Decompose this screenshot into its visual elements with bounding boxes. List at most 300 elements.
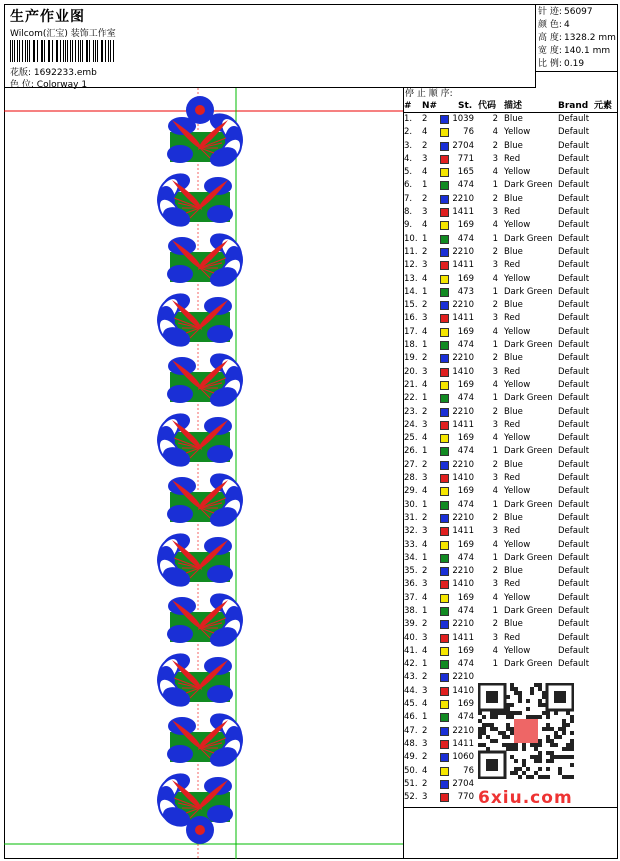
row-needle: 3 bbox=[422, 313, 428, 324]
row-stitches: 169 bbox=[457, 326, 474, 337]
color-swatch bbox=[440, 115, 449, 124]
row-brand: Default bbox=[558, 167, 590, 178]
table-row bbox=[404, 153, 618, 166]
row-code: 4 bbox=[492, 539, 498, 550]
row-brand: Default bbox=[558, 566, 590, 577]
table-row bbox=[404, 339, 618, 352]
row-needle: 4 bbox=[422, 592, 428, 603]
row-code: 1 bbox=[492, 499, 498, 510]
row-needle: 1 bbox=[422, 233, 428, 244]
color-swatch bbox=[440, 620, 449, 629]
row-needle: 2 bbox=[422, 193, 428, 204]
row-number: 50. bbox=[404, 765, 418, 776]
row-needle: 4 bbox=[422, 167, 428, 178]
row-number: 11. bbox=[404, 246, 418, 257]
row-brand: Default bbox=[558, 406, 590, 417]
table-row bbox=[404, 565, 618, 578]
color-swatch bbox=[440, 381, 449, 390]
row-code: 2 bbox=[492, 619, 498, 630]
header-panel bbox=[4, 4, 536, 88]
row-desc: Dark Green bbox=[504, 552, 553, 563]
row-needle: 2 bbox=[422, 459, 428, 470]
row-stitches: 169 bbox=[457, 645, 474, 656]
row-stitches: 473 bbox=[457, 286, 474, 297]
row-number: 40. bbox=[404, 632, 418, 643]
color-swatch bbox=[440, 753, 449, 762]
row-desc: Blue bbox=[504, 353, 523, 364]
col-element: 元素 bbox=[594, 101, 613, 111]
row-stitches: 770 bbox=[457, 792, 474, 803]
row-number: 4. bbox=[404, 153, 413, 164]
row-needle: 3 bbox=[422, 207, 428, 218]
row-desc: Blue bbox=[504, 193, 523, 204]
row-needle: 4 bbox=[422, 486, 428, 497]
row-brand: Default bbox=[558, 499, 590, 510]
row-brand: Default bbox=[558, 473, 590, 484]
row-needle: 3 bbox=[422, 632, 428, 643]
row-stitches: 165 bbox=[457, 167, 474, 178]
row-needle: 3 bbox=[422, 260, 428, 271]
row-brand: Default bbox=[558, 140, 590, 151]
row-code: 4 bbox=[492, 167, 498, 178]
row-code: 3 bbox=[492, 526, 498, 537]
row-code: 3 bbox=[492, 632, 498, 643]
table-row bbox=[404, 206, 618, 219]
row-desc: Blue bbox=[504, 406, 523, 417]
row-desc: Red bbox=[504, 579, 521, 590]
table-row bbox=[404, 366, 618, 379]
row-number: 15. bbox=[404, 300, 418, 311]
row-brand: Default bbox=[558, 379, 590, 390]
row-needle: 1 bbox=[422, 499, 428, 510]
row-brand: Default bbox=[558, 459, 590, 470]
row-needle: 2 bbox=[422, 566, 428, 577]
row-number: 22. bbox=[404, 393, 418, 404]
design-file: 1692233.emb bbox=[33, 68, 97, 78]
table-row bbox=[404, 658, 618, 671]
row-brand: Default bbox=[558, 539, 590, 550]
row-stitches: 474 bbox=[457, 233, 474, 244]
color-swatch bbox=[440, 354, 449, 363]
color-swatch bbox=[440, 634, 449, 643]
row-brand: Default bbox=[558, 193, 590, 204]
row-needle: 4 bbox=[422, 127, 428, 138]
row-code: 3 bbox=[492, 207, 498, 218]
color-swatch bbox=[440, 527, 449, 536]
table-row bbox=[404, 406, 618, 419]
stat-scale: 比 例: 0.19 bbox=[538, 59, 585, 69]
row-code: 2 bbox=[492, 566, 498, 577]
row-code: 2 bbox=[492, 300, 498, 311]
row-desc: Red bbox=[504, 207, 521, 218]
table-row bbox=[404, 299, 618, 312]
table-row bbox=[404, 233, 618, 246]
table-row bbox=[404, 578, 618, 591]
table-row bbox=[404, 618, 618, 631]
row-brand: Default bbox=[558, 419, 590, 430]
stop-sequence-header bbox=[404, 100, 618, 113]
table-row bbox=[404, 485, 618, 498]
table-row bbox=[404, 499, 618, 512]
row-stitches: 169 bbox=[457, 592, 474, 603]
color-swatch bbox=[440, 740, 449, 749]
row-code: 3 bbox=[492, 260, 498, 271]
row-stitches: 1039 bbox=[452, 114, 474, 124]
row-stitches: 474 bbox=[457, 180, 474, 191]
row-needle: 2 bbox=[422, 300, 428, 311]
row-stitches: 1410 bbox=[452, 473, 474, 484]
row-desc: Dark Green bbox=[504, 659, 553, 670]
row-number: 31. bbox=[404, 512, 418, 523]
row-number: 25. bbox=[404, 433, 418, 444]
row-number: 48. bbox=[404, 738, 418, 749]
col-brand: Brand bbox=[558, 101, 589, 111]
row-desc: Yellow bbox=[504, 379, 531, 390]
row-stitches: 474 bbox=[457, 393, 474, 404]
row-needle: 4 bbox=[422, 645, 428, 656]
row-code: 4 bbox=[492, 127, 498, 138]
table-row bbox=[404, 352, 618, 365]
qr-code-icon bbox=[478, 683, 574, 779]
row-brand: Default bbox=[558, 127, 590, 138]
row-needle: 4 bbox=[422, 765, 428, 776]
row-needle: 2 bbox=[422, 619, 428, 630]
color-swatch bbox=[440, 128, 449, 137]
row-number: 32. bbox=[404, 526, 418, 537]
row-code: 1 bbox=[492, 180, 498, 191]
row-brand: Default bbox=[558, 246, 590, 257]
color-swatch bbox=[440, 408, 449, 417]
row-stitches: 2210 bbox=[452, 193, 474, 204]
row-needle: 3 bbox=[422, 685, 428, 696]
color-swatch bbox=[440, 288, 449, 297]
table-row bbox=[404, 273, 618, 286]
row-brand: Default bbox=[558, 340, 590, 351]
barcode-icon bbox=[10, 40, 116, 62]
row-needle: 2 bbox=[422, 672, 428, 683]
row-needle: 4 bbox=[422, 379, 428, 390]
row-needle: 2 bbox=[422, 406, 428, 417]
row-stitches: 1410 bbox=[452, 685, 474, 696]
row-desc: Dark Green bbox=[504, 233, 553, 244]
stat-height: 高 度: 1328.2 mm bbox=[538, 33, 616, 43]
row-brand: Default bbox=[558, 313, 590, 324]
table-row bbox=[404, 605, 618, 618]
table-row bbox=[404, 193, 618, 206]
row-stitches: 2210 bbox=[452, 300, 474, 311]
row-number: 13. bbox=[404, 273, 418, 284]
row-needle: 1 bbox=[422, 712, 428, 723]
color-swatch bbox=[440, 221, 449, 230]
row-code: 1 bbox=[492, 286, 498, 297]
row-number: 46. bbox=[404, 712, 418, 723]
row-brand: Default bbox=[558, 300, 590, 311]
row-code: 4 bbox=[492, 645, 498, 656]
row-number: 9. bbox=[404, 220, 413, 231]
row-desc: Dark Green bbox=[504, 393, 553, 404]
row-needle: 2 bbox=[422, 725, 428, 736]
row-stitches: 1411 bbox=[452, 207, 474, 218]
table-row bbox=[404, 166, 618, 179]
row-code: 2 bbox=[492, 193, 498, 204]
row-brand: Default bbox=[558, 260, 590, 271]
row-desc: Dark Green bbox=[504, 605, 553, 616]
col-code: 代码 bbox=[478, 101, 497, 111]
row-code: 1 bbox=[492, 393, 498, 404]
table-row bbox=[404, 140, 618, 153]
row-number: 33. bbox=[404, 539, 418, 550]
row-stitches: 169 bbox=[457, 486, 474, 497]
color-swatch bbox=[440, 541, 449, 550]
row-desc: Blue bbox=[504, 459, 523, 470]
color-swatch bbox=[440, 660, 449, 669]
row-code: 2 bbox=[492, 406, 498, 417]
table-row bbox=[404, 525, 618, 538]
row-desc: Dark Green bbox=[504, 499, 553, 510]
row-desc: Dark Green bbox=[504, 446, 553, 457]
row-desc: Red bbox=[504, 473, 521, 484]
table-row bbox=[404, 592, 618, 605]
design-label: 花版: bbox=[10, 68, 32, 78]
row-number: 16. bbox=[404, 313, 418, 324]
row-desc: Yellow bbox=[504, 592, 531, 603]
row-needle: 3 bbox=[422, 738, 428, 749]
row-number: 1. bbox=[404, 114, 413, 124]
row-needle: 3 bbox=[422, 473, 428, 484]
row-stitches: 2210 bbox=[452, 246, 474, 257]
row-brand: Default bbox=[558, 645, 590, 656]
row-stitches: 2210 bbox=[452, 619, 474, 630]
row-desc: Red bbox=[504, 153, 521, 164]
table-row bbox=[404, 126, 618, 139]
row-code: 2 bbox=[492, 512, 498, 523]
table-row bbox=[404, 219, 618, 232]
row-desc: Blue bbox=[504, 512, 523, 523]
row-stitches: 1411 bbox=[452, 260, 474, 271]
row-code: 3 bbox=[492, 153, 498, 164]
row-brand: Default bbox=[558, 486, 590, 497]
row-needle: 3 bbox=[422, 153, 428, 164]
row-desc: Blue bbox=[504, 114, 523, 124]
row-number: 2. bbox=[404, 127, 413, 138]
row-brand: Default bbox=[558, 446, 590, 457]
row-brand: Default bbox=[558, 512, 590, 523]
row-stitches: 169 bbox=[457, 273, 474, 284]
color-swatch bbox=[440, 328, 449, 337]
row-stitches: 474 bbox=[457, 605, 474, 616]
row-number: 27. bbox=[404, 459, 418, 470]
row-number: 42. bbox=[404, 659, 418, 670]
row-number: 45. bbox=[404, 699, 418, 710]
table-row bbox=[404, 419, 618, 432]
color-swatch bbox=[440, 208, 449, 217]
row-stitches: 1410 bbox=[452, 579, 474, 590]
row-number: 20. bbox=[404, 366, 418, 377]
color-swatch bbox=[440, 780, 449, 789]
table-row bbox=[404, 472, 618, 485]
row-desc: Yellow bbox=[504, 433, 531, 444]
row-code: 3 bbox=[492, 419, 498, 430]
color-swatch bbox=[440, 155, 449, 164]
color-swatch bbox=[440, 767, 449, 776]
row-number: 49. bbox=[404, 752, 418, 763]
row-code: 4 bbox=[492, 273, 498, 284]
row-desc: Yellow bbox=[504, 220, 531, 231]
color-swatch bbox=[440, 487, 449, 496]
row-stitches: 2210 bbox=[452, 459, 474, 470]
row-desc: Yellow bbox=[504, 486, 531, 497]
row-desc: Dark Green bbox=[504, 180, 553, 191]
col-needle: N# bbox=[422, 101, 438, 111]
color-swatch bbox=[440, 793, 449, 802]
row-number: 24. bbox=[404, 419, 418, 430]
color-swatch bbox=[440, 394, 449, 403]
table-row bbox=[404, 432, 618, 445]
row-desc: Red bbox=[504, 632, 521, 643]
row-desc: Red bbox=[504, 260, 521, 271]
table-row bbox=[404, 259, 618, 272]
row-code: 4 bbox=[492, 433, 498, 444]
row-code: 1 bbox=[492, 552, 498, 563]
row-brand: Default bbox=[558, 592, 590, 603]
row-code: 1 bbox=[492, 659, 498, 670]
col-desc: 描述 bbox=[504, 101, 523, 111]
row-stitches: 1411 bbox=[452, 526, 474, 537]
table-row bbox=[404, 459, 618, 472]
colorway-value: Colorway 1 bbox=[36, 80, 88, 90]
row-brand: Default bbox=[558, 605, 590, 616]
row-brand: Default bbox=[558, 153, 590, 164]
table-row bbox=[404, 312, 618, 325]
row-brand: Default bbox=[558, 286, 590, 297]
color-swatch bbox=[440, 181, 449, 190]
row-stitches: 169 bbox=[457, 699, 474, 710]
row-code: 1 bbox=[492, 605, 498, 616]
row-number: 29. bbox=[404, 486, 418, 497]
row-number: 52. bbox=[404, 792, 418, 803]
row-stitches: 474 bbox=[457, 446, 474, 457]
row-stitches: 474 bbox=[457, 712, 474, 723]
row-brand: Default bbox=[558, 579, 590, 590]
row-needle: 1 bbox=[422, 286, 428, 297]
stats-panel bbox=[536, 4, 618, 72]
row-number: 30. bbox=[404, 499, 418, 510]
row-needle: 3 bbox=[422, 579, 428, 590]
row-needle: 1 bbox=[422, 552, 428, 563]
row-code: 3 bbox=[492, 473, 498, 484]
color-swatch bbox=[440, 567, 449, 576]
row-number: 35. bbox=[404, 566, 418, 577]
row-stitches: 1060 bbox=[452, 752, 474, 763]
row-number: 47. bbox=[404, 725, 418, 736]
row-needle: 4 bbox=[422, 433, 428, 444]
color-swatch bbox=[440, 474, 449, 483]
row-code: 1 bbox=[492, 233, 498, 244]
row-number: 44. bbox=[404, 685, 418, 696]
row-needle: 2 bbox=[422, 752, 428, 763]
row-brand: Default bbox=[558, 552, 590, 563]
row-code: 4 bbox=[492, 220, 498, 231]
row-code: 1 bbox=[492, 446, 498, 457]
row-brand: Default bbox=[558, 526, 590, 537]
color-swatch bbox=[440, 580, 449, 589]
row-needle: 2 bbox=[422, 778, 428, 789]
row-stitches: 1411 bbox=[452, 313, 474, 324]
row-desc: Dark Green bbox=[504, 340, 553, 351]
table-row bbox=[404, 379, 618, 392]
table-row bbox=[404, 632, 618, 645]
row-desc: Yellow bbox=[504, 127, 531, 138]
table-row bbox=[404, 246, 618, 259]
embroidery-pattern-icon bbox=[4, 88, 404, 859]
row-number: 28. bbox=[404, 473, 418, 484]
color-swatch bbox=[440, 235, 449, 244]
color-swatch bbox=[440, 142, 449, 151]
row-desc: Blue bbox=[504, 140, 523, 151]
row-desc: Yellow bbox=[504, 167, 531, 178]
page-title: 生产作业图 bbox=[10, 9, 85, 25]
row-brand: Default bbox=[558, 632, 590, 643]
row-code: 4 bbox=[492, 486, 498, 497]
row-stitches: 1411 bbox=[452, 738, 474, 749]
row-number: 51. bbox=[404, 778, 418, 789]
row-number: 36. bbox=[404, 579, 418, 590]
row-code: 4 bbox=[492, 379, 498, 390]
row-stitches: 76 bbox=[463, 765, 474, 776]
row-stitches: 169 bbox=[457, 433, 474, 444]
color-swatch bbox=[440, 275, 449, 284]
row-number: 37. bbox=[404, 592, 418, 603]
row-needle: 4 bbox=[422, 539, 428, 550]
row-desc: Yellow bbox=[504, 539, 531, 550]
row-number: 26. bbox=[404, 446, 418, 457]
row-code: 2 bbox=[492, 114, 498, 124]
row-desc: Red bbox=[504, 526, 521, 537]
row-number: 12. bbox=[404, 260, 418, 271]
table-row bbox=[404, 286, 618, 299]
row-number: 21. bbox=[404, 379, 418, 390]
row-code: 2 bbox=[492, 140, 498, 151]
row-desc: Blue bbox=[504, 619, 523, 630]
row-brand: Default bbox=[558, 273, 590, 284]
row-desc: Blue bbox=[504, 566, 523, 577]
color-swatch bbox=[440, 514, 449, 523]
table-row bbox=[404, 113, 618, 126]
color-swatch bbox=[440, 687, 449, 696]
row-stitches: 1411 bbox=[452, 632, 474, 643]
row-stitches: 2210 bbox=[452, 406, 474, 417]
table-row bbox=[404, 645, 618, 658]
row-needle: 2 bbox=[422, 246, 428, 257]
color-swatch bbox=[440, 368, 449, 377]
row-brand: Default bbox=[558, 233, 590, 244]
stop-sequence-title: 停 止 顺 序: bbox=[405, 89, 453, 99]
row-stitches: 169 bbox=[457, 539, 474, 550]
table-row bbox=[404, 179, 618, 192]
watermark-logo: 6xiu.com bbox=[478, 788, 573, 808]
col-num: # bbox=[404, 101, 412, 111]
row-code: 2 bbox=[492, 353, 498, 364]
table-row bbox=[404, 539, 618, 552]
row-needle: 1 bbox=[422, 340, 428, 351]
row-needle: 1 bbox=[422, 393, 428, 404]
row-brand: Default bbox=[558, 659, 590, 670]
row-brand: Default bbox=[558, 326, 590, 337]
row-stitches: 2210 bbox=[452, 566, 474, 577]
row-code: 3 bbox=[492, 366, 498, 377]
row-stitches: 2210 bbox=[452, 353, 474, 364]
row-needle: 2 bbox=[422, 353, 428, 364]
